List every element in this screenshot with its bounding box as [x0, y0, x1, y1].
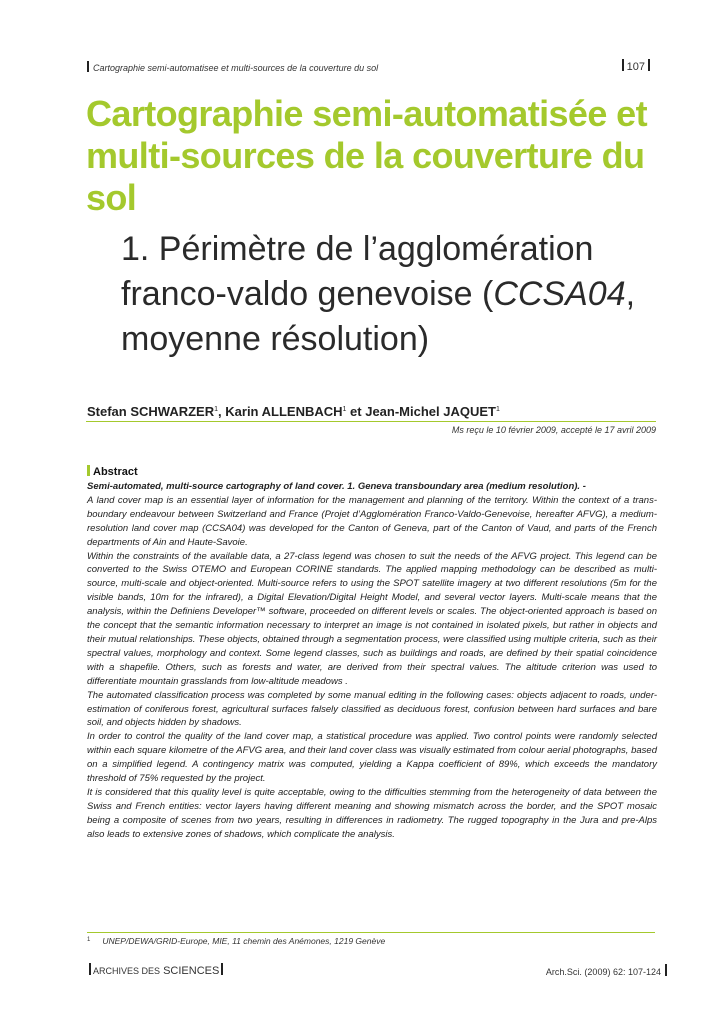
abstract-lead: Semi-automated, multi-source cartography of land cover. 1. Geneva transboundary area (medium resolution). - — [87, 481, 586, 492]
abstract-heading-bar — [87, 465, 90, 476]
subtitle-prefix: 1. Périmètre de l’agglomération franco-valdo genevoise ( — [121, 230, 594, 313]
abstract-paragraph: In order to control the quality of the land cover map, a statistical procedure was applied. Two control points were randomly selected within each square kilometre of the AFVG area, and their land cover class was visually estimated from colour aerial photographs, based on a simplified legend. A contingency matrix was computed, yielding a Kappa coefficient of 89%, which exceeds the mandatory threshold of 75% requested by the project. — [87, 731, 657, 785]
page-number-value: 107 — [626, 61, 645, 73]
abstract-paragraph: Within the constraints of the available data, a 27-class legend was chosen to suit the needs of the AFVG project. This legend can be converted to the Swiss OTEMO and European CORINE standards. The applied mapping methodology can be described as multi-source, multi-scale and object-oriented. Multi-source refers to using the SPOT satellite imagery at two different resolutions (5m for the visible bands, 10m for the infrared), a Digital Elevation/Digital Height Model, and several vector layers. Multi-scale means that the analysis, within the Definiens Developer™ software, proceeded on different levels or scales. The object-oriented approach is based on the concept that the semantic information necessary to interpret an image is not contained in isolated pixels, but rather in objects and their mutual relationships. These objects, obtained through a segmentation process, were classified using multiple criteria, such as their spectral values, morphology and context. Some legend classes, such as buildings and roads, are defined by their spatial coincidence with a shapefile. Others, such as forests and water, are derived from their spectral values. The altitude criterion was used to differentiate mountain grasslands from low-altitude meadows . — [87, 550, 657, 687]
author-affiliation: 1 — [342, 406, 347, 413]
author-name: Karin ALLENBACH — [225, 404, 343, 419]
abstract-heading — [87, 465, 138, 478]
author-list — [87, 404, 500, 419]
article-title: Cartographie semi-automatisée et multi-sources de la couverture du sol — [86, 93, 647, 218]
footnote-divider — [87, 932, 655, 933]
journal-name — [87, 963, 225, 977]
page-number-bar-right — [648, 59, 650, 71]
citation-text: Arch.Sci. (2009) 62: 107-124 — [545, 967, 661, 977]
journal-name-part1: ARCHIVES DES — [93, 966, 161, 976]
running-title: Cartographie semi-automatisee et multi-sources de la couverture du sol — [93, 63, 379, 73]
page-number — [619, 59, 653, 73]
author-name: Stefan SCHWARZER — [87, 404, 215, 419]
abstract-paragraph: A land cover map is an essential layer of information for the management and planning of the territory. Within the context of a trans-boundary endeavour between Switzerland and France (Projet d’Agglomération Franco-Valdo-Genevoise, hereafter AFVG), a medium-resolution land cover map (CCSA04) was developed for the Canton of Geneva, part of the Canton of Vaud, and parts of the French departments of Ain and Haute-Savoie. — [87, 494, 657, 548]
page-number-bar-left — [622, 59, 624, 71]
subtitle-suffix: , moyenne résolution) — [121, 275, 636, 358]
received-dates: Ms reçu le 10 février 2009, accepté le 17 avril 2009 — [451, 425, 656, 435]
author-name: Jean-Michel JAQUET — [365, 404, 496, 419]
journal-bar-left — [89, 963, 91, 975]
article-subtitle — [121, 227, 681, 362]
author-affiliation: 1 — [495, 406, 500, 413]
journal-citation — [546, 964, 667, 977]
abstract-paragraph: It is considered that this quality level is quite acceptable, owing to the difficulties stemming from the heterogeneity of data between the Swiss and French entities: vector layers having different meaning and showing mismatch across the border, and the SPOT mosaic being a composite of scenes from two years, resulting in differences in radiometry. The rugged topography in the Jura and pre-Alps also leads to extensive zones of shadows, which complicate the analysis. — [87, 786, 657, 840]
footnote-text: UNEP/DEWA/GRID-Europe, MIE, 11 chemin des Anémones, 1219 Genève — [102, 936, 386, 946]
subtitle-italic: CCSA04 — [493, 275, 626, 313]
abstract-heading-text: Abstract — [93, 466, 138, 478]
abstract-body — [87, 480, 657, 842]
authors-divider — [86, 421, 656, 422]
header-bar — [87, 61, 89, 72]
author-separator: , — [218, 404, 226, 419]
abstract-paragraph: The automated classification process was completed by some manual editing in the following cases: objects adjacent to roads, under-estimation of coniferous forest, agricultural surfaces falsely classified as deciduous forest, confusion between hard surfaces and bare soil, and objects hidden by shadows. — [87, 689, 657, 729]
running-header — [87, 61, 378, 73]
footnote — [87, 936, 385, 946]
citation-bar — [665, 964, 667, 976]
footnote-marker: 1 — [87, 937, 91, 943]
journal-name-part2: SCIENCES — [163, 965, 220, 977]
author-affiliation: 1 — [214, 406, 219, 413]
journal-bar-right — [221, 963, 223, 975]
author-separator: et — [346, 404, 366, 419]
